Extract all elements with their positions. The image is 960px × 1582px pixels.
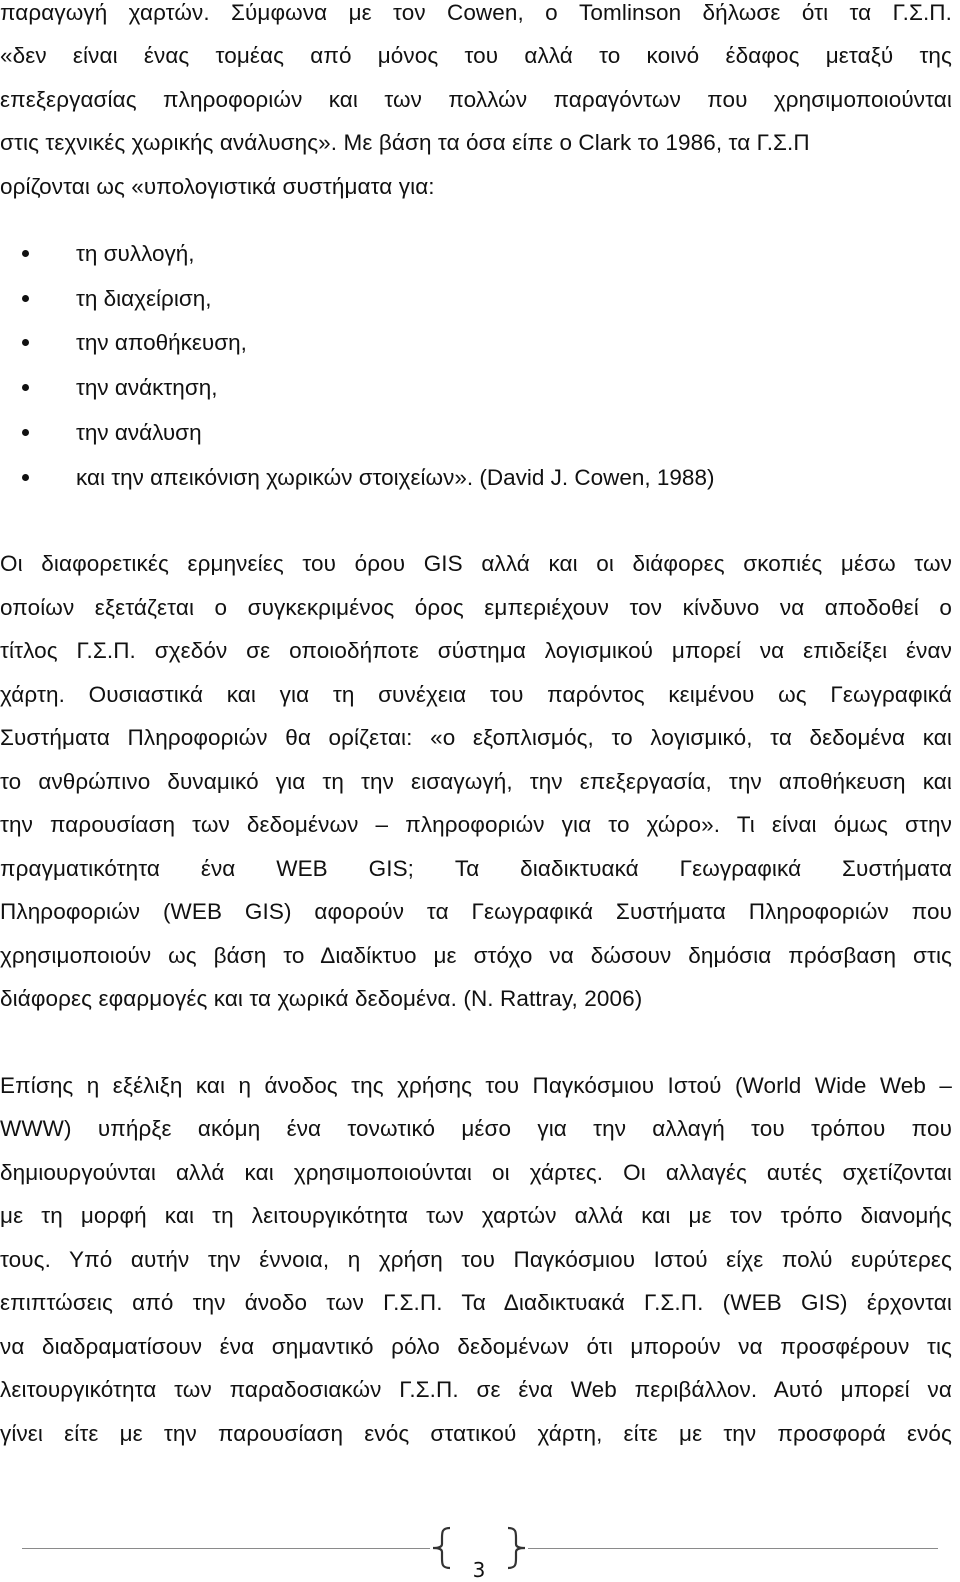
text-line: παραγωγή χαρτών. Σύμφωνα με τον Cowen, ο Tomlinson δήλωσε ότι τα Γ.Σ.Π. — [0, 0, 952, 25]
text-line: Συστήματα Πληροφοριών θα ορίζεται: «ο εξοπλισμός, το λογισμικό, τα δεδομένα και — [0, 725, 952, 750]
list-item-text: τη διαχείριση, — [76, 286, 212, 311]
text-line: το ανθρώπινο δυναμικό για τη την εισαγωγή, την επεξεργασία, την αποθήκευση και — [0, 769, 952, 794]
text-line: γίνει είτε με την παρουσίαση ενός στατικού χάρτη, είτε με την προσφορά ενός — [0, 1421, 952, 1446]
list-item-text: τη συλλογή, — [76, 241, 195, 266]
list-item-text: την ανάκτηση, — [76, 375, 218, 400]
bullet-icon — [22, 295, 29, 302]
text-line: τίτλος Γ.Σ.Π. σχεδόν σε οποιοδήποτε σύστημα λογισμικού μπορεί να επιδείξει έναν — [0, 638, 952, 663]
text-line: χρησιμοποιούν ως βάση το Διαδίκτυο με στόχο να δώσουν δημόσια πρόσβαση στις — [0, 943, 952, 968]
text-line: με τη μορφή και τη λειτουργικότητα των χαρτών αλλά και με τον τρόπο διανομής — [0, 1203, 952, 1228]
left-brace-icon — [430, 1526, 452, 1570]
text-line: την παρουσίαση των δεδομένων – πληροφοριών για το χώρο». Τι είναι όμως στην — [0, 812, 952, 837]
text-line: διάφορες εφαρμογές και τα χωρικά δεδομένα. (N. Rattray, 2006) — [0, 986, 643, 1011]
text-line: τους. Υπό αυτήν την έννοια, η χρήση του Παγκόσμιου Ιστού είχε πολύ ευρύτερες — [0, 1247, 952, 1272]
text-line: στις τεχνικές χωρικής ανάλυσης». Με βάση τα όσα είπε ο Clark το 1986, τα Γ.Σ.Π — [0, 130, 810, 155]
text-line: Πληροφοριών (WEB GIS) αφορούν τα Γεωγραφικά Συστήματα Πληροφοριών που — [0, 899, 952, 924]
text-line: Επίσης η εξέλιξη και η άνοδος της χρήσης του Παγκόσμιου Ιστού (World Wide Web – — [0, 1073, 952, 1098]
text-line: δημιουργούνται αλλά και χρησιμοποιούνται οι χάρτες. Οι αλλαγές αυτές σχετίζονται — [0, 1160, 952, 1185]
text-line: οποίων εξετάζεται ο συγκεκριμένος όρος εμπεριέχουν τον κίνδυνο να αποδοθεί ο — [0, 595, 952, 620]
text-line: να διαδραματίσουν ένα σημαντικό ρόλο δεδομένων ότι μπορούν να προσφέρουν τις — [0, 1334, 952, 1359]
bullet-icon — [22, 429, 29, 436]
text-line: Οι διαφορετικές ερμηνείες του όρου GIS αλλά και οι διάφορες σκοπιές μέσω των — [0, 551, 952, 576]
footer-rule-left — [22, 1548, 430, 1549]
text-line: χάρτη. Ουσιαστικά και για τη συνέχεια του παρόντος κειμένου ως Γεωγραφικά — [0, 682, 952, 707]
list-item-text: την ανάλυση — [76, 420, 202, 445]
text-line: ορίζονται ως «υπολογιστικά συστήματα για: — [0, 174, 435, 199]
text-line: WWW) υπήρξε ακόμη ένα τονωτικό μέσο για την αλλαγή του τρόπου που — [0, 1116, 952, 1141]
footer-rule-right — [528, 1548, 938, 1549]
bullet-icon — [22, 250, 29, 257]
text-line: επεξεργασίας πληροφοριών και των πολλών παραγόντων που χρησιμοποιούνται — [0, 87, 952, 112]
bullet-icon — [22, 474, 29, 481]
page-number: 3 — [472, 1558, 486, 1582]
list-item-text: και την απεικόνιση χωρικών στοιχείων». (David J. Cowen, 1988) — [76, 465, 715, 490]
text-line: επιπτώσεις από την άνοδο των Γ.Σ.Π. Τα Διαδικτυακά Γ.Σ.Π. (WEB GIS) έρχονται — [0, 1290, 952, 1315]
right-brace-icon — [506, 1526, 528, 1570]
text-line: πραγματικότητα ένα WEB GIS; Τα διαδικτυακά Γεωγραφικά Συστήματα — [0, 856, 952, 881]
list-item-text: την αποθήκευση, — [76, 330, 247, 355]
bullet-icon — [22, 384, 29, 391]
bullet-icon — [22, 339, 29, 346]
text-line: λειτουργικότητα των παραδοσιακών Γ.Σ.Π. σε ένα Web περιβάλλον. Αυτό μπορεί να — [0, 1377, 952, 1402]
text-line: «δεν είναι ένας τομέας από μόνος του αλλά το κοινό έδαφος μεταξύ της — [0, 43, 952, 68]
